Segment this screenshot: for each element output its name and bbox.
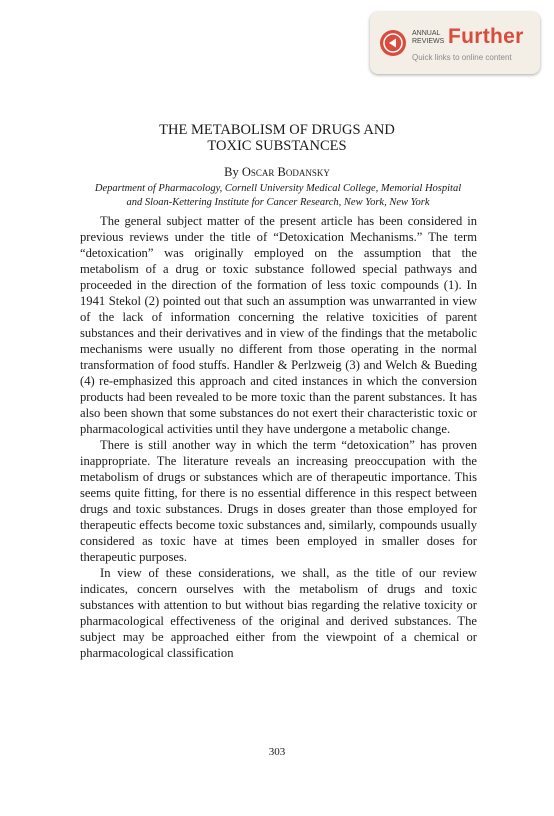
further-label: Further [448,25,524,48]
affiliation-line-2: and Sloan-Kettering Institute for Cancer Research, New York, New York [126,197,430,208]
article-body [80,213,477,661]
paragraph: The general subject matter of the present article has been considered in previous reviews under the title of “Detoxication Mechanisms.” The term “detoxication” was originally employed on the assumption that the metabolism of a drug or toxic substance followed special pathways and proceeded in the direction of the formation of less toxic compounds (1). In 1941 Stekol (2) pointed out that such an assumption was unwarranted in view of the lack of information concerning the relative toxicities of parent substances and their derivatives and in view of the findings that the metabolic mechanisms were usually no different from those operating in the normal transformation of food stuffs. Handler & Perlzweig (3) and Welch & Bueding (4) re-emphasized this approach and cited instances in which the conversion products had been revealed to be more toxic than the parent substances. It has also been shown that some substances do not exert their characteristic toxic or pharmacological activities until they have undergone a metabolic change. [80,214,477,436]
by-label: By [224,165,239,179]
title-line-2: TOXIC SUBSTANCES [207,138,347,154]
byline [0,165,554,180]
play-icon [380,30,406,56]
paragraph: There is still another way in which the term “detoxication” has proven inappropriate. The literature reveals an increasing preoccupation with the metabolism of drugs or substances which are of therapeutic importance. This seems quite fitting, for there is no essential difference in this respect between drugs and toxic substances. Drugs in doses greater than those employed for therapeutic effects become toxic substances and, similarly, compounds usually considered as toxic have at times been employed in smaller doses for therapeutic purposes. [80,438,477,564]
further-badge[interactable] [370,12,540,74]
annual-label: ANNUAL [412,30,441,37]
article-title [0,122,554,154]
author-name: Oscar Bodansky [241,165,330,179]
reviews-label: REVIEWS [412,38,445,45]
paragraph: In view of these considerations, we shall, as the title of our review indicates, concern ourselves with the metabolism of drugs and toxic substances with attention to but without bias regarding the relative toxicity or pharmacological effectiveness of the original and derived substances. The subject may be approached either from the viewpoint of a chemical or pharmacological classification [80,566,477,660]
affiliation [80,182,476,210]
page-number: 303 [268,746,286,758]
badge-subtitle: Quick links to online content [412,53,512,62]
annual-reviews-label [412,30,444,46]
affiliation-line-1: Department of Pharmacology, Cornell University Medical College, Memorial Hospital [94,183,462,194]
title-line-1: THE METABOLISM OF DRUGS AND [159,122,395,138]
